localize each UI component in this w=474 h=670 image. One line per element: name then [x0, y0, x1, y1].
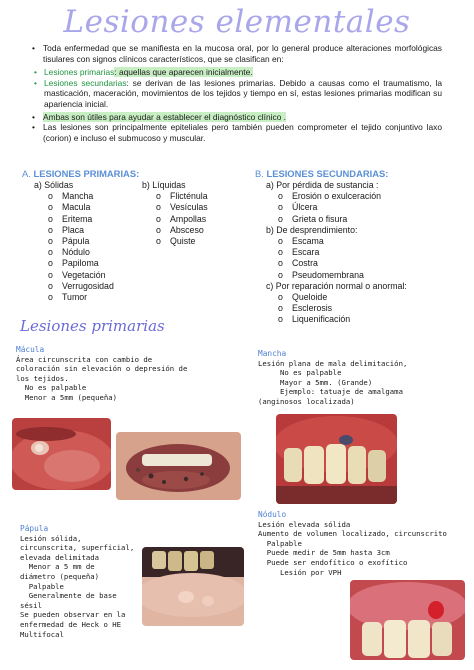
note-line: Lesión por VPH	[258, 567, 342, 577]
solida-item	[34, 191, 114, 202]
solida-item	[34, 270, 114, 281]
macula-photo-mouth	[116, 432, 241, 500]
secundarias-list	[266, 180, 407, 326]
circle-bullet-icon: o	[278, 191, 283, 202]
primarias-def: : aquellas que aparecen inicialmente.	[114, 67, 253, 78]
desprendimiento-item	[266, 236, 407, 247]
circle-bullet-icon: o	[156, 191, 161, 202]
perdida-label: Grieta o fisura	[292, 213, 348, 224]
perdida-heading: a) Por pérdida de sustancia :	[266, 180, 379, 190]
mancha-heading: Mancha	[258, 349, 287, 358]
solida-label: Papiloma	[62, 258, 99, 269]
desprendimiento-heading: b) De desprendimiento:	[266, 224, 358, 235]
circle-bullet-icon: o	[48, 247, 53, 258]
desprendimiento-label: Pseudomembrana	[292, 269, 364, 280]
page-title: Lesiones elementales	[63, 4, 411, 40]
primarias-heading: A. LESIONES PRIMARIAS:	[22, 168, 140, 179]
reparacion-heading: c) Por reparación normal o anormal:	[266, 280, 407, 291]
perdida-item	[266, 191, 407, 202]
note-line: Aumento de volumen localizado, circunscrito	[258, 529, 447, 539]
intro-bullet-1: • Toda enfermedad que se manifiesta en la mucosa oral, por lo general produce alteraciones morfológicas tisulares con signos clínicos característicos, que se clasifican en:	[32, 43, 442, 64]
circle-bullet-icon: o	[48, 258, 53, 269]
desprendimiento-label: Escara	[292, 247, 320, 258]
reparacion-label: Queloide	[292, 292, 328, 303]
note-line: Palpable	[258, 538, 302, 548]
circle-bullet-icon: o	[48, 269, 53, 280]
circle-bullet-icon: o	[48, 191, 53, 202]
note-line: coloración sin elevación o depresión de	[16, 364, 188, 374]
secundarias-heading: B. LESIONES SECUNDARIAS:	[255, 168, 389, 179]
note-line: Palpable	[20, 581, 64, 591]
circle-bullet-icon: o	[48, 236, 53, 247]
note-line: sésil	[20, 600, 42, 610]
circle-bullet-icon: o	[278, 236, 283, 247]
intro-bullet-4: • Las lesiones son principalmente epiteliales pero también pueden comprometer el tejido conjuntivo laxo (corion) e incluso el submucoso y muscular.	[32, 122, 442, 143]
nodulo-photo-gum	[350, 580, 465, 660]
reparacion-label: Esclerosis	[292, 303, 333, 314]
solidas-heading: a) Sólidas	[34, 180, 74, 190]
note-line: enfermedad de Heck o HE	[20, 619, 122, 629]
note-line: (anginosos localizada)	[258, 396, 355, 406]
mancha-note	[258, 349, 468, 407]
note-line: Se pueden observar en la	[20, 610, 126, 620]
circle-bullet-icon: o	[48, 213, 53, 224]
note-line: circunscrita, superficial,	[20, 543, 135, 553]
liquida-item	[142, 214, 208, 225]
papula-photo-lip	[142, 547, 244, 626]
circle-bullet-icon: o	[278, 269, 283, 280]
solida-item	[34, 236, 114, 247]
secundarias-def: : se derivan de las lesiones primarias. Debido a causas como el traumatismo, la masticación, maceración, movimientos de los tejidos y tiempo en sí, estas lesiones primarias modifican su apariencia inicial.	[44, 77, 442, 109]
ambas-text: Ambas son útiles para ayudar a establecer el diagnóstico clínico .	[43, 111, 287, 122]
solida-label: Placa	[62, 224, 85, 235]
mancha-photo-teeth	[276, 414, 397, 504]
circle-bullet-icon: o	[278, 213, 283, 224]
solida-item	[34, 281, 114, 292]
circle-bullet-icon: o	[278, 258, 283, 269]
primarias-subtitle: Lesiones primarias	[20, 317, 165, 335]
macula-note	[16, 345, 246, 403]
solida-label: Mancha	[62, 191, 94, 202]
solida-item	[34, 292, 114, 303]
solida-label: Pápula	[62, 236, 90, 247]
note-line: No es palpable	[16, 383, 87, 393]
note-line: Puede ser endofítico o exofítico	[258, 557, 408, 567]
note-line: No es palpable	[258, 368, 342, 378]
papula-heading: Pápula	[20, 524, 49, 533]
note-line: elevada delimitada	[20, 552, 100, 562]
perdida-label: Úlcera	[292, 202, 318, 213]
desprendimiento-label: Escama	[292, 236, 324, 247]
desprendimiento-item	[266, 247, 407, 258]
macula-heading: Mácula	[16, 345, 45, 354]
note-line: Lesión sólida,	[20, 533, 82, 543]
liquidas-heading: b) Líquidas	[142, 180, 186, 190]
solida-label: Vegetación	[62, 269, 106, 280]
perdida-label: Erosión o exulceración	[292, 191, 381, 202]
macula-photo-lip	[12, 418, 111, 490]
solidas-list	[34, 180, 114, 303]
circle-bullet-icon: o	[278, 303, 283, 314]
circle-bullet-icon: o	[156, 236, 161, 247]
circle-bullet-icon: o	[278, 314, 283, 325]
circle-bullet-icon: o	[156, 213, 161, 224]
liquidas-list	[142, 180, 208, 247]
secundarias-term: Lesiones secundarias	[44, 77, 127, 88]
solida-item	[34, 202, 114, 213]
perdida-item	[266, 214, 407, 225]
note-line: Menor a 5mm (pequeña)	[16, 392, 118, 402]
desprendimiento-item	[266, 270, 407, 281]
circle-bullet-icon: o	[278, 247, 283, 258]
liquida-item	[142, 191, 208, 202]
solida-item	[34, 225, 114, 236]
intro-bullet-primarias	[32, 67, 442, 78]
note-line: Generalmente de base	[20, 591, 117, 601]
note-line: diámetro (pequeña)	[20, 571, 100, 581]
circle-bullet-icon: o	[48, 292, 53, 303]
note-line: los tejidos.	[16, 373, 69, 383]
intro-bullet-secundarias	[32, 78, 442, 110]
note-line: Ejemplo: tatuaje de amalgama	[258, 387, 403, 397]
liquida-label: Absceso	[170, 224, 204, 235]
desprendimiento-label: Costra	[292, 258, 318, 269]
circle-bullet-icon: o	[48, 224, 53, 235]
liquida-label: Quiste	[170, 236, 196, 247]
solida-label: Nódulo	[62, 247, 90, 258]
note-line: Lesión plana de mala delimitación,	[258, 358, 408, 368]
liquida-label: Vesículas	[170, 202, 208, 213]
circle-bullet-icon: o	[156, 202, 161, 213]
solida-label: Macula	[62, 202, 91, 213]
liquida-label: Flicténula	[170, 191, 208, 202]
circle-bullet-icon: o	[48, 280, 53, 291]
primarias-term: Lesiones primarias	[44, 67, 115, 78]
solida-label: Verrugosidad	[62, 280, 114, 291]
note-line: Lesión elevada sólida	[258, 519, 351, 529]
circle-bullet-icon: o	[278, 292, 283, 303]
solida-label: Eritema	[62, 213, 93, 224]
liquida-item	[142, 225, 208, 236]
solida-item	[34, 258, 114, 269]
solida-item	[34, 247, 114, 258]
circle-bullet-icon: o	[278, 202, 283, 213]
liquida-item	[142, 202, 208, 213]
note-line: Área circunscrita con cambio de	[16, 354, 153, 364]
note-line: Puede medir de 5mm hasta 3cm	[258, 548, 390, 558]
note-line: Multifocal	[20, 629, 64, 639]
reparacion-item	[266, 314, 407, 325]
circle-bullet-icon: o	[156, 224, 161, 235]
liquida-item	[142, 236, 208, 247]
nodulo-heading: Nódulo	[258, 510, 287, 519]
note-line: Menor a 5 mm de	[20, 562, 95, 572]
note-line: Mayor a 5mm. (Grande)	[258, 377, 373, 387]
circle-bullet-icon: o	[48, 202, 53, 213]
intro-bullets	[32, 43, 442, 143]
papula-note	[20, 524, 145, 639]
reparacion-item	[266, 292, 407, 303]
intro-bullet-3	[32, 112, 442, 123]
solida-item	[34, 214, 114, 225]
desprendimiento-item	[266, 258, 407, 269]
liquida-label: Ampollas	[170, 213, 207, 224]
reparacion-label: Liquenificación	[292, 314, 351, 325]
reparacion-item	[266, 303, 407, 314]
perdida-item	[266, 202, 407, 213]
solida-label: Tumor	[62, 292, 88, 303]
nodulo-note	[258, 510, 468, 577]
